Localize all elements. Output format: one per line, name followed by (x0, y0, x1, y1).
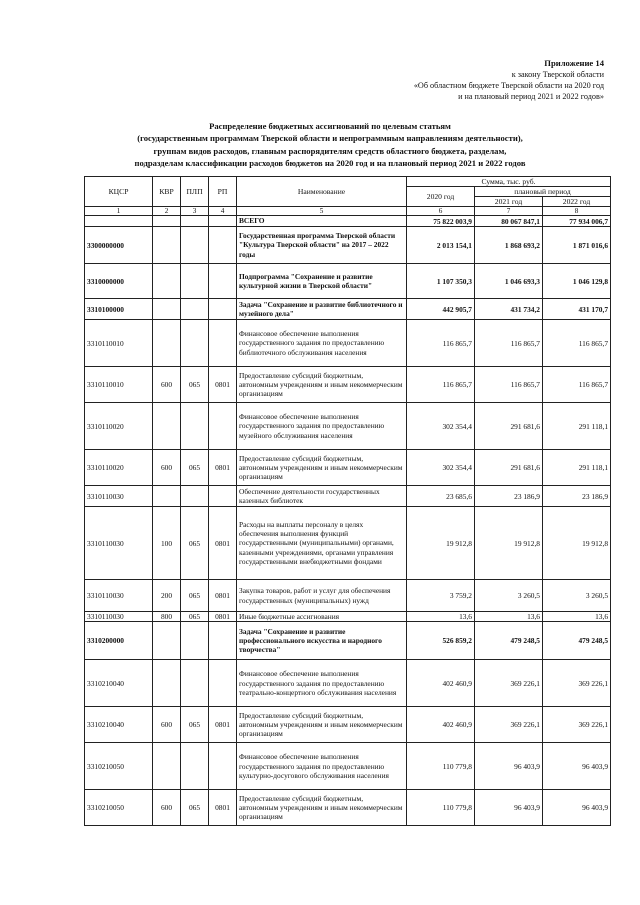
plp-cell: 065 (181, 450, 209, 486)
value-2022-cell: 116 865,7 (543, 367, 611, 403)
header-rp: РП (209, 177, 237, 207)
column-number: 3 (181, 207, 209, 216)
plp-cell (181, 320, 209, 367)
value-2020-cell: 23 685,6 (407, 486, 475, 507)
kvr-cell (153, 227, 181, 264)
header-kvr: КВР (153, 177, 181, 207)
appendix-title: Приложение 14 (544, 58, 604, 68)
value-2021-cell: 369 226,1 (475, 707, 543, 743)
table-row (85, 264, 611, 299)
plp-cell (181, 403, 209, 450)
name-cell: Закупка товаров, работ и услуг для обеспечения государственных (муниципальных) нужд (237, 580, 407, 612)
rp-cell: 0801 (209, 612, 237, 622)
appendix-block (414, 58, 604, 102)
name-cell: Подпрограмма "Сохранение и развитие культурной жизни в Тверской области" (237, 264, 407, 299)
table-row (85, 367, 611, 403)
table-row (85, 450, 611, 486)
appendix-line: «Об областном бюджете Тверской области на 2020 год (413, 81, 604, 90)
value-2021-cell: 80 067 847,1 (475, 216, 543, 227)
table-row (85, 580, 611, 612)
kvr-cell (153, 743, 181, 790)
rp-cell: 0801 (209, 580, 237, 612)
value-2021-cell: 1 868 693,2 (475, 227, 543, 264)
name-cell: Задача "Сохранение и развитие профессионального искусства и народного творчества" (237, 622, 407, 660)
rp-cell (209, 264, 237, 299)
value-2022-cell: 369 226,1 (543, 660, 611, 707)
table-row (85, 507, 611, 580)
value-2022-cell: 23 186,9 (543, 486, 611, 507)
appendix-line: и на плановый период 2021 и 2022 годов» (458, 92, 604, 101)
value-2020-cell: 302 354,4 (407, 450, 475, 486)
value-2020-cell: 302 354,4 (407, 403, 475, 450)
kvr-cell: 600 (153, 367, 181, 403)
value-2022-cell: 19 912,8 (543, 507, 611, 580)
kcsr-cell: 3310110010 (85, 367, 153, 403)
value-2020-cell: 3 759,2 (407, 580, 475, 612)
value-2022-cell: 96 403,9 (543, 790, 611, 826)
header-plp: ПЛП (181, 177, 209, 207)
kvr-cell (153, 403, 181, 450)
value-2021-cell: 1 046 693,3 (475, 264, 543, 299)
value-2021-cell: 291 681,6 (475, 403, 543, 450)
kvr-cell: 600 (153, 707, 181, 743)
kcsr-cell (85, 216, 153, 227)
rp-cell (209, 622, 237, 660)
kcsr-cell: 3310110010 (85, 320, 153, 367)
value-2022-cell: 13,6 (543, 612, 611, 622)
table-row (85, 299, 611, 320)
name-cell: Иные бюджетные ассигнования (237, 612, 407, 622)
plp-cell (181, 622, 209, 660)
kcsr-cell: 3310210040 (85, 660, 153, 707)
plp-cell (181, 264, 209, 299)
kcsr-cell: 3310000000 (85, 264, 153, 299)
plp-cell: 065 (181, 507, 209, 580)
value-2022-cell: 431 170,7 (543, 299, 611, 320)
table-row (85, 790, 611, 826)
name-cell: Предоставление субсидий бюджетным, автономным учреждениям и иным некоммерческим организациям (237, 790, 407, 826)
header-plan-period: плановый период (475, 187, 611, 197)
kcsr-cell: 3310110020 (85, 403, 153, 450)
name-cell: Расходы на выплаты персоналу в целях обеспечения выполнения функций государственными (муниципальными) органами, казенными учреждениями, органами управления государственными внебюджетными фондами (237, 507, 407, 580)
name-cell: Предоставление субсидий бюджетным, автономным учреждениям и иным некоммерческим организациям (237, 707, 407, 743)
value-2021-cell: 19 912,8 (475, 507, 543, 580)
name-cell: Предоставление субсидий бюджетным, автономным учреждениям и иным некоммерческим организациям (237, 367, 407, 403)
value-2021-cell: 96 403,9 (475, 790, 543, 826)
value-2020-cell: 526 859,2 (407, 622, 475, 660)
plp-cell: 065 (181, 790, 209, 826)
name-cell: Предоставление субсидий бюджетным, автономным учреждениям и иным некоммерческим организациям (237, 450, 407, 486)
kcsr-cell: 3310210050 (85, 790, 153, 826)
kcsr-cell: 3310210040 (85, 707, 153, 743)
value-2022-cell: 3 260,5 (543, 580, 611, 612)
plp-cell: 065 (181, 707, 209, 743)
table-row (85, 612, 611, 622)
kvr-cell (153, 320, 181, 367)
kcsr-cell: 3310110030 (85, 486, 153, 507)
rp-cell (209, 320, 237, 367)
kcsr-cell: 3310200000 (85, 622, 153, 660)
value-2022-cell: 96 403,9 (543, 743, 611, 790)
appendix-line: к закону Тверской области (511, 70, 604, 79)
kvr-cell: 600 (153, 450, 181, 486)
column-number: 2 (153, 207, 181, 216)
plp-cell: 065 (181, 367, 209, 403)
table-row (85, 227, 611, 264)
plp-cell (181, 743, 209, 790)
header-2022: 2022 год (543, 197, 611, 207)
kvr-cell: 800 (153, 612, 181, 622)
rp-cell (209, 743, 237, 790)
plp-cell (181, 299, 209, 320)
kvr-cell (153, 486, 181, 507)
value-2021-cell: 96 403,9 (475, 743, 543, 790)
column-number: 1 (85, 207, 153, 216)
header-sum: Сумма, тыс. руб. (407, 177, 611, 187)
rp-cell (209, 216, 237, 227)
kvr-cell (153, 660, 181, 707)
value-2020-cell: 2 013 154,1 (407, 227, 475, 264)
kcsr-cell: 3310110030 (85, 507, 153, 580)
table-body (85, 216, 611, 826)
column-number: 6 (407, 207, 475, 216)
value-2020-cell: 19 912,8 (407, 507, 475, 580)
table-row (85, 403, 611, 450)
name-cell: Финансовое обеспечение выполнения государственного задания по предоставлению культурно-досугового обслуживания населения (237, 743, 407, 790)
name-cell: Финансовое обеспечение выполнения государственного задания по предоставлению театрально-концертного обслуживания населения (237, 660, 407, 707)
kvr-cell (153, 264, 181, 299)
plp-cell (181, 216, 209, 227)
header-2020: 2020 год (407, 187, 475, 207)
kvr-cell: 600 (153, 790, 181, 826)
heading-line: Распределение бюджетных ассигнований по целевым статьям (209, 121, 451, 131)
kcsr-cell: 3310100000 (85, 299, 153, 320)
name-cell: Государственная программа Тверской области "Культура Тверской области" на 2017 – 2022 годы (237, 227, 407, 264)
value-2022-cell: 479 248,5 (543, 622, 611, 660)
header-name: Наименование (237, 177, 407, 207)
rp-cell (209, 299, 237, 320)
name-cell: ВСЕГО (237, 216, 407, 227)
name-cell: Обеспечение деятельности государственных казенных библиотек (237, 486, 407, 507)
kvr-cell (153, 216, 181, 227)
table-row (85, 216, 611, 227)
rp-cell: 0801 (209, 707, 237, 743)
value-2021-cell: 3 260,5 (475, 580, 543, 612)
plp-cell: 065 (181, 612, 209, 622)
value-2020-cell: 402 460,9 (407, 707, 475, 743)
value-2020-cell: 13,6 (407, 612, 475, 622)
kvr-cell (153, 622, 181, 660)
value-2020-cell: 1 107 350,3 (407, 264, 475, 299)
rp-cell: 0801 (209, 367, 237, 403)
table-row (85, 660, 611, 707)
rp-cell: 0801 (209, 790, 237, 826)
value-2022-cell: 1 046 129,8 (543, 264, 611, 299)
value-2022-cell: 116 865,7 (543, 320, 611, 367)
value-2022-cell: 369 226,1 (543, 707, 611, 743)
value-2020-cell: 402 460,9 (407, 660, 475, 707)
value-2022-cell: 291 118,1 (543, 450, 611, 486)
heading-line: группам видов расходов, главным распорядителям средств областного бюджета, разделам, (153, 145, 507, 156)
plp-cell (181, 486, 209, 507)
rp-cell (209, 660, 237, 707)
table-row (85, 707, 611, 743)
rp-cell: 0801 (209, 450, 237, 486)
column-number: 8 (543, 207, 611, 216)
value-2022-cell: 77 934 006,7 (543, 216, 611, 227)
rp-cell: 0801 (209, 507, 237, 580)
heading-line: подразделам классификации расходов бюджетов на 2020 год и на плановый период 2021 и 2022 годов (134, 158, 526, 169)
value-2022-cell: 291 118,1 (543, 403, 611, 450)
plp-cell (181, 227, 209, 264)
value-2021-cell: 431 734,2 (475, 299, 543, 320)
rp-cell (209, 486, 237, 507)
kvr-cell: 100 (153, 507, 181, 580)
header-kcsr: КЦСР (85, 177, 153, 207)
plp-cell (181, 660, 209, 707)
value-2020-cell: 110 779,8 (407, 743, 475, 790)
value-2020-cell: 75 822 003,9 (407, 216, 475, 227)
value-2021-cell: 23 186,9 (475, 486, 543, 507)
name-cell: Задача "Сохранение и развитие библиотечного и музейного дела" (237, 299, 407, 320)
value-2021-cell: 479 248,5 (475, 622, 543, 660)
kcsr-cell: 3310110030 (85, 612, 153, 622)
plp-cell: 065 (181, 580, 209, 612)
kcsr-cell: 3310110030 (85, 580, 153, 612)
column-number: 5 (237, 207, 407, 216)
column-number: 7 (475, 207, 543, 216)
value-2021-cell: 369 226,1 (475, 660, 543, 707)
name-cell: Финансовое обеспечение выполнения государственного задания по предоставлению музейного обслуживания населения (237, 403, 407, 450)
value-2020-cell: 116 865,7 (407, 367, 475, 403)
kvr-cell: 200 (153, 580, 181, 612)
table-row (85, 320, 611, 367)
value-2021-cell: 116 865,7 (475, 320, 543, 367)
kcsr-cell: 3310210050 (85, 743, 153, 790)
kcsr-cell: 3310110020 (85, 450, 153, 486)
kcsr-cell: 3300000000 (85, 227, 153, 264)
value-2021-cell: 291 681,6 (475, 450, 543, 486)
value-2020-cell: 442 905,7 (407, 299, 475, 320)
name-cell: Финансовое обеспечение выполнения государственного задания по предоставлению библиотечного обслуживания населения (237, 320, 407, 367)
rp-cell (209, 227, 237, 264)
value-2022-cell: 1 871 016,6 (543, 227, 611, 264)
value-2020-cell: 116 865,7 (407, 320, 475, 367)
heading-line: (государственным программам Тверской области и непрограммным направлениям деятельности), (137, 133, 523, 144)
column-number: 4 (209, 207, 237, 216)
kvr-cell (153, 299, 181, 320)
value-2020-cell: 110 779,8 (407, 790, 475, 826)
table-row (85, 622, 611, 660)
budget-table (84, 176, 611, 826)
table-row (85, 743, 611, 790)
table-row (85, 486, 611, 507)
value-2021-cell: 116 865,7 (475, 367, 543, 403)
value-2021-cell: 13,6 (475, 612, 543, 622)
document-heading (60, 120, 600, 170)
rp-cell (209, 403, 237, 450)
header-2021: 2021 год (475, 197, 543, 207)
